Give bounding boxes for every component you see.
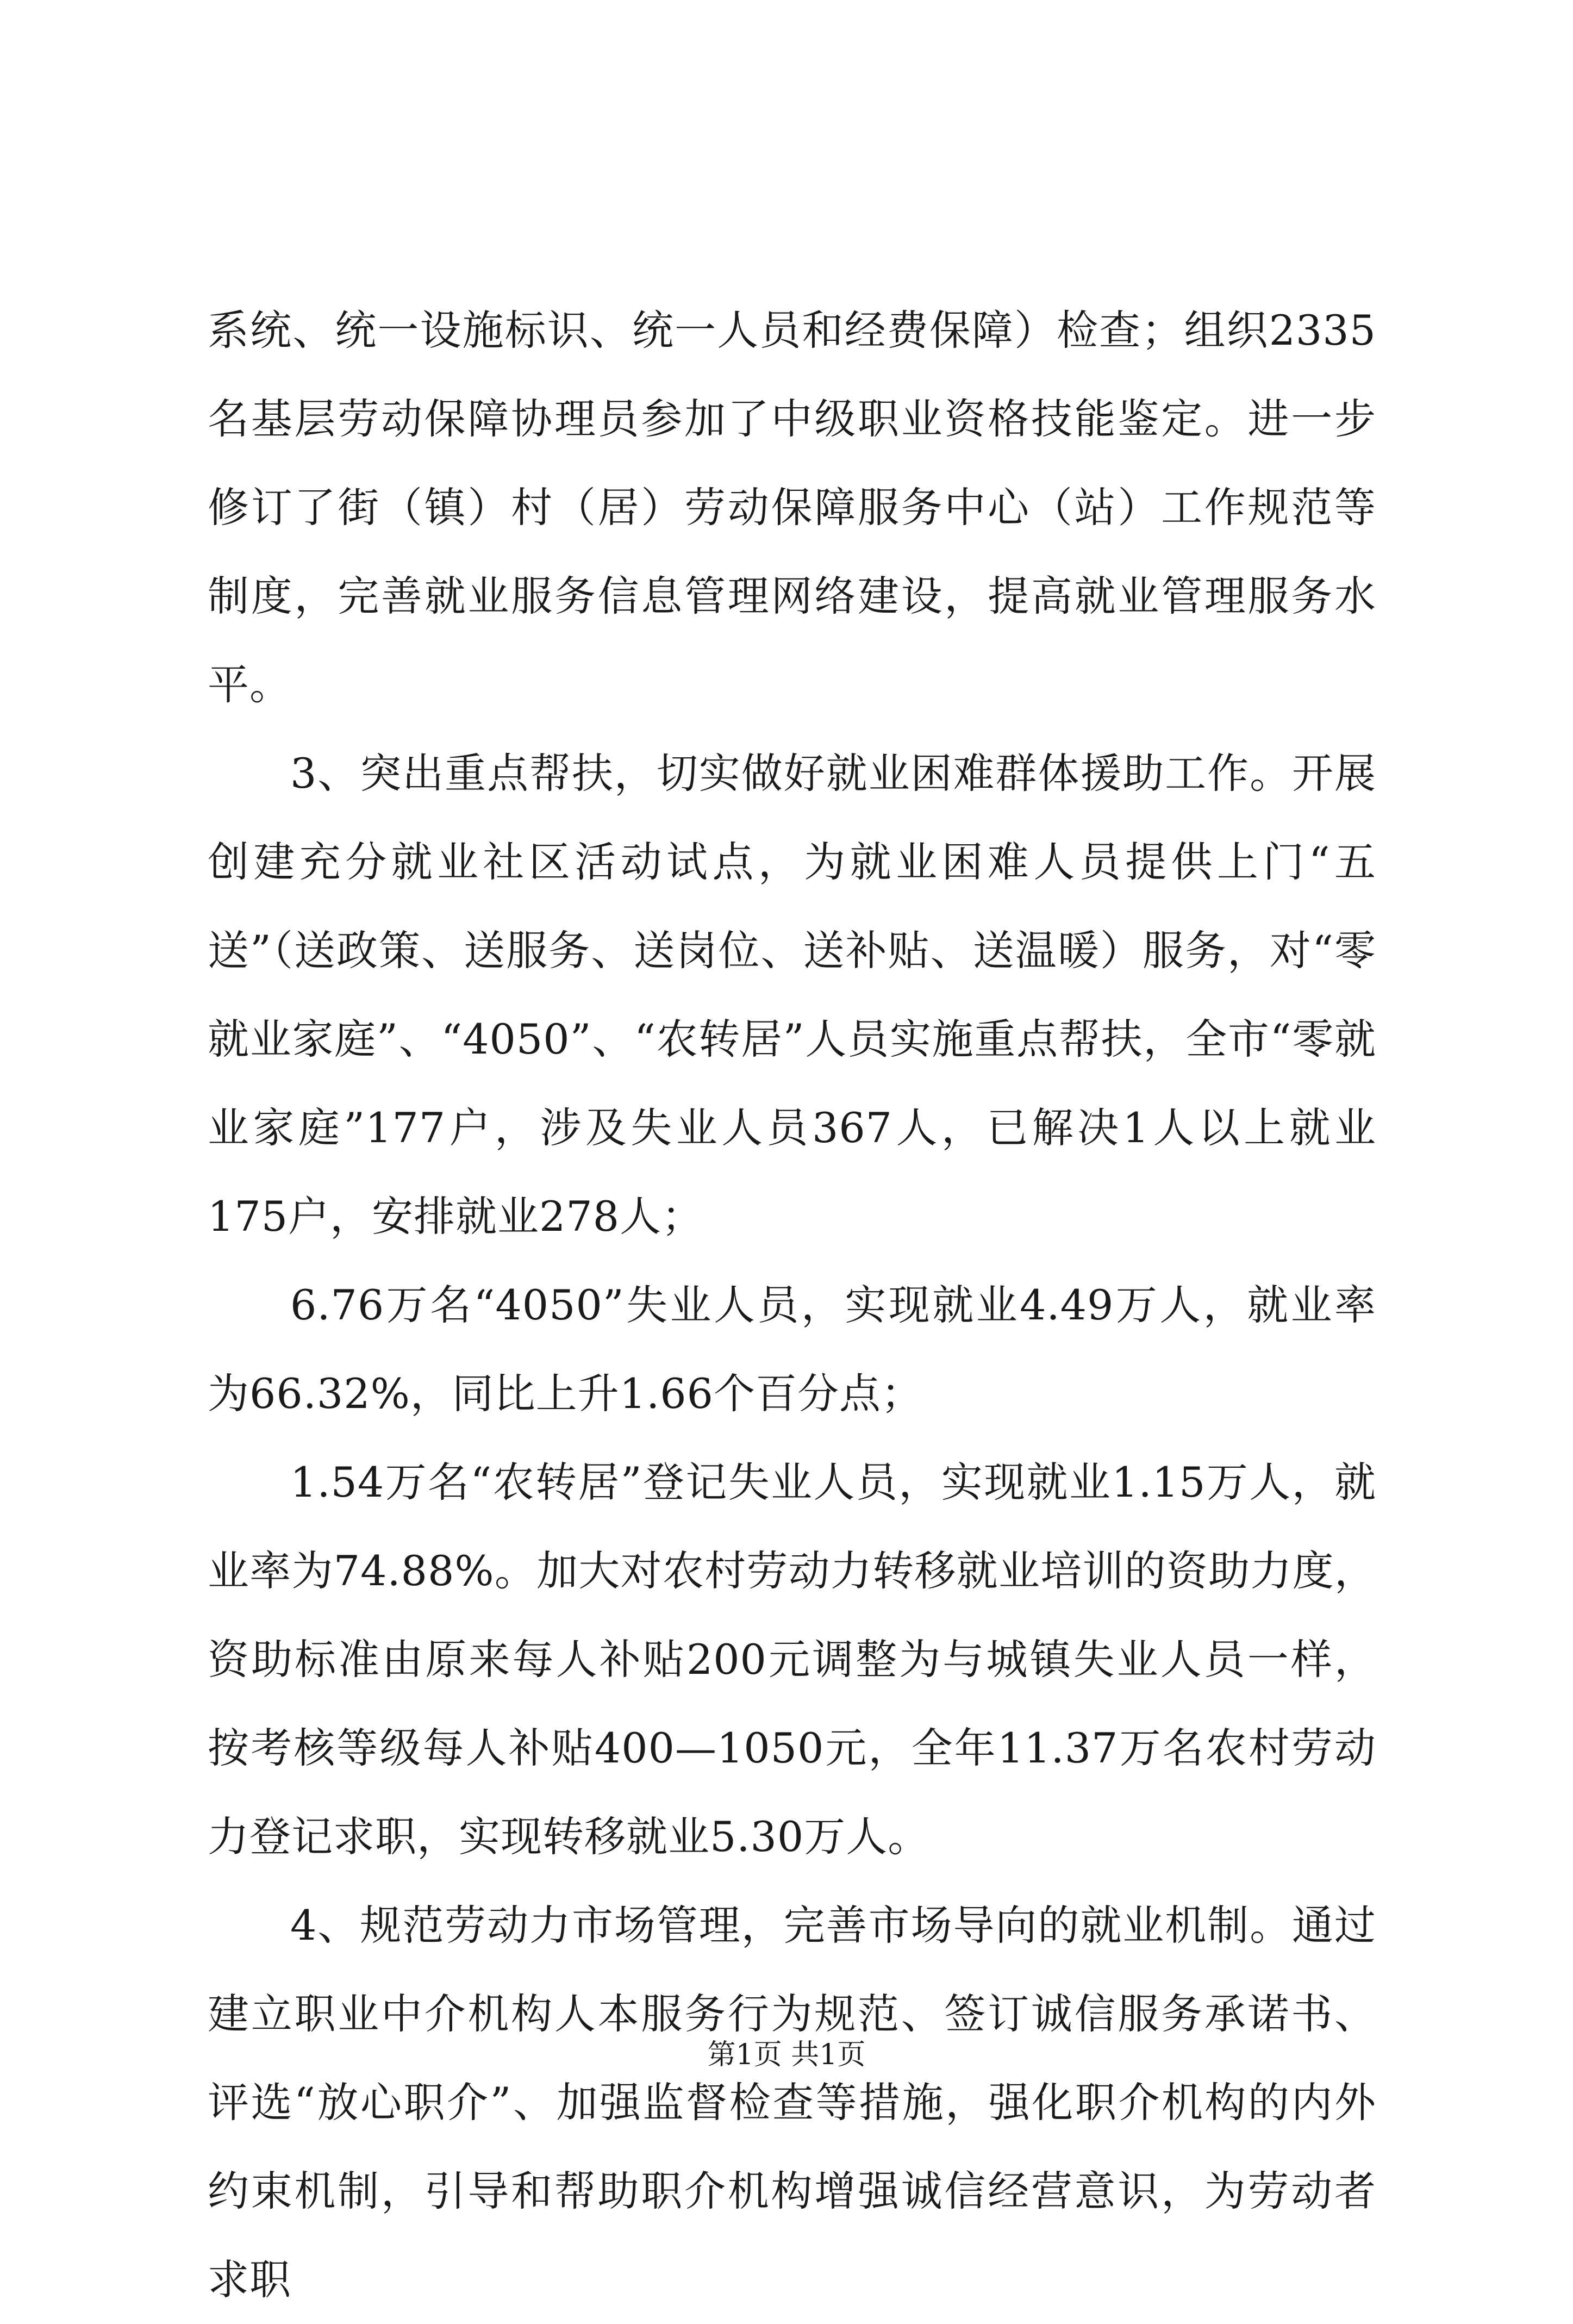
paragraph-1: 系统、统一设施标识、统一人员和经费保障）检查；组织2335名基层劳动保障协理员参加了中级职业资格技能鉴定。进一步修订了街（镇）村（居）劳动保障服务中心（站）工作规范等制度，完善就业服务信息管理网络建设，提高就业管理服务水平。 [208, 306, 1376, 709]
paragraph-5: 4、规范劳动力市场管理，完善市场导向的就业机制。通过建立职业中介机构人本服务行为规范、签订诚信服务承诺书、评选“放心职介”、加强监督检查等措施，强化职介机构的内外约束机制，引导和帮助职介机构增强诚信经营意识，为劳动者求职 [208, 1901, 1376, 2304]
page-footer: 第1页 共1页 [707, 2039, 866, 2071]
paragraph-2: 3、突出重点帮扶，切实做好就业困难群体援助工作。开展创建充分就业社区活动试点，为就业困难人员提供上门“五送”（送政策、送服务、送岗位、送补贴、送温暖）服务，对“零就业家庭”、“4050”、“农转居”人员实施重点帮扶，全市“零就业家庭”177户，涉及失业人员367人，已解决1人以上就业175户，安排就业278人； [208, 749, 1376, 1241]
document-body [208, 286, 1376, 2324]
paragraph-4: 1.54万名“农转居”登记失业人员，实现就业1.15万人，就业率为74.88%。加大对农村劳动力转移就业培训的资助力度，资助标准由原来每人补贴200元调整为与城镇失业人员一样，按考核等级每人补贴400—1050元，全年11.37万名农村劳动力登记求职，实现转移就业5.30万人。 [208, 1458, 1376, 1861]
paragraph-3: 6.76万名“4050”失业人员，实现就业4.49万人，就业率为66.32%，同比上升1.66个百分点； [208, 1281, 1376, 1418]
